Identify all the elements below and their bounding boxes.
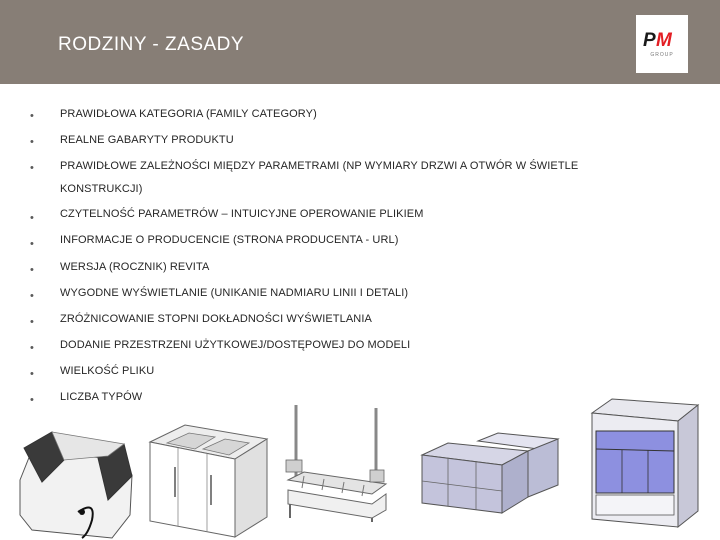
cabinet-block-icon [418,425,563,520]
bullet-marker: • [30,264,34,276]
bullet-item: INFORMACJE O PRODUCENCIE (STRONA PRODUCENTA - URL) [60,234,399,246]
bullet-marker: • [30,394,34,406]
bullet-item: ZRÓŻNICOWANIE STOPNI DOKŁADNOŚCI WYŚWIETLANIA [60,313,372,325]
bullet-marker: • [30,110,34,122]
bullet-marker: • [30,136,34,148]
bullet-marker: • [30,368,34,380]
bullet-marker: • [30,212,34,224]
bullet-item: REALNE GABARYTY PRODUKTU [60,134,234,146]
lab-shelving-icon [282,400,392,525]
svg-text:P: P [643,30,656,49]
fume-hood-icon [586,395,706,530]
rounded-appliance-icon [12,420,137,540]
bullet-marker: • [30,290,34,302]
bullet-marker: • [30,316,34,328]
bullet-item: LICZBA TYPÓW [60,391,143,403]
bullet-marker: • [30,238,34,250]
bullet-item: WIELKOŚĆ PLIKU [60,365,155,377]
slide-header [0,0,720,84]
slide-title: RODZINY - ZASADY [58,34,245,55]
bullet-item: DODANIE PRZESTRZENI UŻYTKOWEJ/DOSTĘPOWEJ DO MODELI [60,339,411,351]
logo-subtitle: GROUP [650,52,674,58]
sink-cabinet-icon [145,417,270,539]
bullet-marker: • [30,162,34,174]
bullet-item: PRAWIDŁOWE ZALEŻNOŚCI MIĘDZY PARAMETRAMI (NP WYMIARY DRZWI A OTWÓR W ŚWIETLE KONSTRUKCJI) [60,160,579,195]
furniture-illustrations [0,395,720,540]
bullet-marker: • [30,342,34,354]
bullet-item: WERSJA (ROCZNIK) REVITA [60,261,210,273]
bullet-item: CZYTELNOŚĆ PARAMETRÓW – INTUICYJNE OPEROWANIE PLIKIEM [60,208,424,220]
svg-text:M: M [656,30,672,49]
company-logo [636,15,688,73]
pm-logo-icon [642,29,682,49]
bullet-item: WYGODNE WYŚWIETLANIE (UNIKANIE NADMIARU LINII I DETALI) [60,287,409,299]
bullet-item: PRAWIDŁOWA KATEGORIA (FAMILY CATEGORY) [60,108,317,120]
